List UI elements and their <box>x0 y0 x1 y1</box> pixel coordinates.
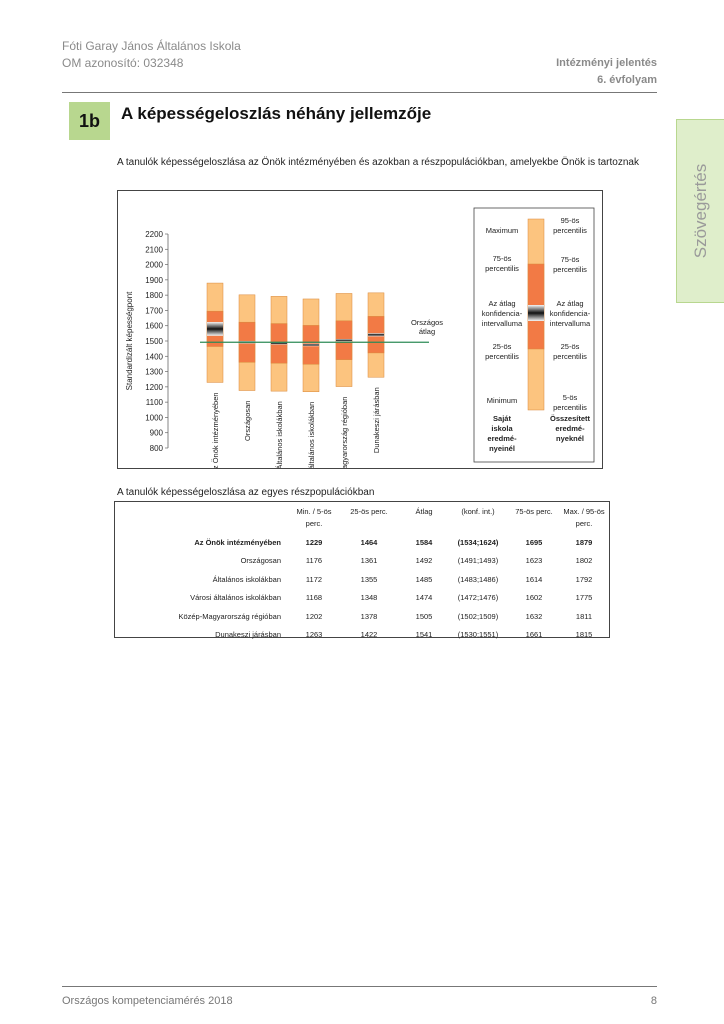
table-cell-max: 1811 <box>575 611 593 621</box>
y-tick-label: 1900 <box>145 275 163 285</box>
footer-divider <box>62 986 657 987</box>
legend-left-label: percentilis <box>485 352 519 361</box>
y-tick-label: 2100 <box>145 245 163 255</box>
header-cell: Max. / 95-ös perc. <box>563 507 605 528</box>
table-cell-p75: 1695 <box>525 537 543 547</box>
header-cell: Átlag <box>415 507 433 516</box>
y-tick-label: 1500 <box>145 337 163 346</box>
table-cell-p75: 1602 <box>525 593 543 603</box>
y-tick-label: 1700 <box>145 306 163 316</box>
legend-right-label: Az átlag <box>556 299 584 308</box>
table-cell-mean: 1474 <box>415 593 433 603</box>
table-cell-p25: 1348 <box>360 593 378 603</box>
legend-left-label: Minimum <box>486 396 518 405</box>
boxplot-chart <box>118 191 602 468</box>
table-cell-p25: 1464 <box>360 537 378 547</box>
table-cell-mean: 1584 <box>415 537 433 547</box>
legend-right-label: 5-ös <box>562 393 578 402</box>
table-cell-p25: 1355 <box>360 574 378 584</box>
table-cell-ci: (1472;1476) <box>457 593 499 603</box>
table-cell-ci: (1502;1509) <box>457 611 499 621</box>
table-cell-ci: (1530;1551) <box>457 630 499 640</box>
chart-caption: A tanulók képességeloszlása az Önök intézményében és azokban a részpopulációkban, amelyekbe Önök is tartoznak <box>117 157 639 168</box>
table-cell-name: Az Önök intézményében <box>194 537 281 547</box>
table-cell-name: Dunakeszi járásban <box>215 630 281 640</box>
header-cell: (konf. int.) <box>461 507 495 516</box>
table-cell-mean: 1492 <box>415 556 433 566</box>
table-cell-p25: 1422 <box>360 630 378 640</box>
section-badge: 1b <box>69 102 110 140</box>
table-cell-p75: 1632 <box>525 611 543 621</box>
table-cell-p75: 1623 <box>525 556 543 566</box>
box-confidence <box>303 344 319 347</box>
table-cell-p75: 1661 <box>525 630 543 640</box>
legend-left-caption: iskola <box>491 424 513 433</box>
table-cell-max: 1879 <box>575 537 593 547</box>
legend-right-caption: nyeknél <box>556 434 584 443</box>
legend-right-label: percentilis <box>553 265 587 274</box>
header-divider <box>62 92 657 93</box>
x-category-label: Országosan <box>243 400 252 441</box>
y-axis-label: Standardizált képességpont <box>125 291 134 391</box>
chart-frame <box>117 190 603 469</box>
legend-right-label: percentilis <box>553 403 587 412</box>
school-name: Fóti Garay János Általános Iskola <box>62 39 241 53</box>
y-tick-label: 900 <box>149 428 163 438</box>
table-cell-mean: 1505 <box>415 611 433 621</box>
table-cell-name: Általános iskolákban <box>212 574 281 584</box>
legend-right-caption: eredmé- <box>555 424 585 433</box>
header-right <box>556 55 657 89</box>
om-id: OM azonosító: 032348 <box>62 56 184 70</box>
reference-line-label: Országos <box>410 318 444 327</box>
section-title: A képességeloszlás néhány jellemzője <box>121 104 432 123</box>
legend-left-caption: nyeinél <box>489 444 515 453</box>
legend-right-label: konfidencia- <box>549 309 591 318</box>
y-tick-label: 1000 <box>145 413 163 423</box>
x-category-label: Városi általános iskolákban <box>307 401 316 468</box>
table-cell-ci: (1534;1624) <box>457 537 499 547</box>
side-tab[interactable] <box>676 119 724 303</box>
legend-left-caption: Saját <box>493 414 511 423</box>
grade-label: 6. évfolyam <box>597 74 657 86</box>
legend-left-label: intervalluma <box>481 319 523 328</box>
table-row <box>115 552 609 571</box>
x-category-label: Közép-Magyarország régióban <box>340 396 349 468</box>
legend-left-label: Maximum <box>485 226 519 235</box>
table-cell-min: 1172 <box>305 574 323 584</box>
legend-left-caption: eredmé- <box>487 434 517 443</box>
y-tick-label: 1300 <box>145 367 163 377</box>
table-cell-p25: 1378 <box>360 611 378 621</box>
y-tick-label: 800 <box>149 444 163 453</box>
table-cell-p25: 1361 <box>360 556 378 566</box>
table-cell-mean: 1541 <box>415 630 433 640</box>
table-cell-max: 1802 <box>575 556 593 566</box>
legend-right-label: 95-ös <box>560 216 580 225</box>
legend-right-caption: Összesített <box>549 414 591 423</box>
table-row <box>115 533 609 552</box>
table-cell-name: Országosan <box>240 556 281 566</box>
y-tick-label: 1400 <box>145 352 163 362</box>
report-title: Intézményi jelentés <box>556 57 657 69</box>
table-cell-max: 1792 <box>575 574 593 584</box>
table-cell-p75: 1614 <box>525 574 543 584</box>
table-row <box>115 607 609 626</box>
y-tick-label: 1100 <box>145 398 163 408</box>
table-cell-max: 1815 <box>575 630 593 640</box>
legend-left-label: konfidencia- <box>481 309 523 318</box>
table-row <box>115 626 609 645</box>
table-header-row <box>115 502 609 533</box>
header-left <box>62 38 241 72</box>
footer-text: Országos kompetenciamérés 2018 <box>62 995 233 1007</box>
table-cell-min: 1176 <box>305 556 323 566</box>
side-tab-label: Szövegértés <box>690 163 710 259</box>
table-cell-min: 1202 <box>305 611 323 621</box>
x-category-label: Az Önök intézményében <box>211 392 220 468</box>
header-cell: 75-ös perc. <box>515 507 553 516</box>
table-cell-max: 1775 <box>575 593 593 603</box>
legend-right-label: percentilis <box>553 226 587 235</box>
y-tick-label: 1800 <box>145 291 163 301</box>
header-cell <box>115 502 291 533</box>
table-cell-min: 1168 <box>305 593 323 603</box>
legend-left-label: percentilis <box>485 264 519 273</box>
legend-left-label: Az átlag <box>488 299 516 308</box>
table-row <box>115 570 609 589</box>
y-tick-label: 1200 <box>145 382 163 392</box>
table-cell-name: Közép-Magyarország régióban <box>178 611 281 621</box>
legend-right-label: 75-ös <box>560 255 580 264</box>
table-cell-name: Városi általános iskolákban <box>190 593 281 603</box>
legend-left-label: 25-ös <box>492 342 512 351</box>
distribution-table <box>115 502 609 644</box>
legend-left-label: 75-ös <box>492 254 512 263</box>
table-cell-ci: (1491;1493) <box>457 556 499 566</box>
y-tick-label: 2200 <box>145 230 163 239</box>
box-confidence <box>336 339 352 342</box>
box-confidence <box>368 333 384 336</box>
table-row <box>115 589 609 608</box>
legend-right-label: percentilis <box>553 352 587 361</box>
table-caption: A tanulók képességeloszlása az egyes részpopulációkban <box>117 487 375 498</box>
box-confidence <box>207 322 223 336</box>
table-frame <box>114 501 610 638</box>
y-tick-label: 2000 <box>145 260 163 270</box>
x-category-label: Dunakeszi járásban <box>372 387 381 454</box>
header-cell: Min. / 5-ös perc. <box>296 507 332 528</box>
header-cell: 25-ös perc. <box>350 507 388 516</box>
table-cell-ci: (1483;1486) <box>457 574 499 584</box>
table-cell-min: 1229 <box>305 537 323 547</box>
legend-right-label: 25-ös <box>560 342 580 351</box>
y-tick-label: 1600 <box>145 321 163 331</box>
table-cell-mean: 1485 <box>415 574 433 584</box>
page-number: 8 <box>650 995 657 1007</box>
reference-line-label: átlag <box>418 327 436 336</box>
legend-box-confidence <box>528 305 544 321</box>
legend-right-label: intervalluma <box>549 319 591 328</box>
table-cell-min: 1263 <box>305 630 323 640</box>
x-category-label: Általános iskolákban <box>275 401 284 468</box>
